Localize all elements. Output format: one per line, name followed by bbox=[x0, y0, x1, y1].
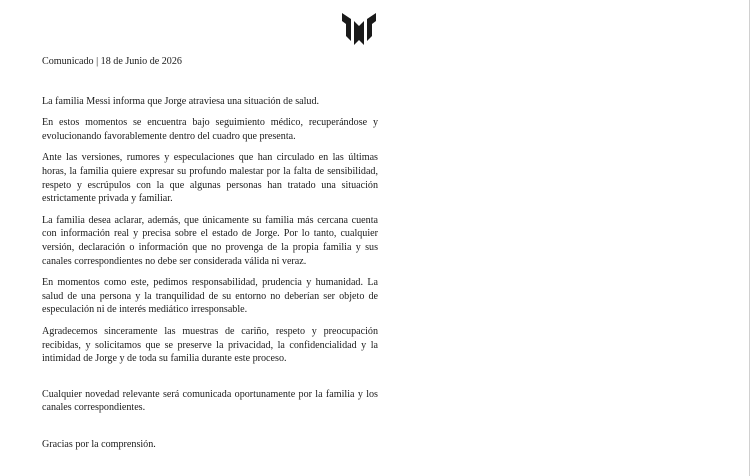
logo-right-stroke bbox=[367, 13, 376, 41]
paragraph-rumors: Ante las versiones, rumores y especulaciones que han circulado en las últimas horas, la familia quiere expresar su profundo malestar por la falta de sensibilidad, respeto y escrúpulos con la que algunas personas han tratado una situación estrictamente privada y familiar. bbox=[42, 152, 378, 205]
logo-center-stroke bbox=[354, 21, 364, 45]
closing-line: Gracias por la comprensión. bbox=[42, 438, 156, 450]
paragraph-intro: La familia Messi informa que Jorge atraviesa una situación de salud. bbox=[42, 95, 320, 107]
press-release bbox=[42, 55, 378, 451]
paragraph-medical-status: En estos momentos se encuentra bajo seguimiento médico, recuperándose y evolucionando favorablemente dentro del cuadro que presenta. bbox=[42, 117, 378, 142]
paragraph-updates: Cualquier novedad relevante será comunicada oportunamente por la familia y los canales correspondientes. bbox=[42, 388, 378, 414]
paragraph-thanks: Agradecemos sinceramente las muestras de cariño, respeto y preocupación recibidas, y solicitamos que se preserve la privacidad, la confidencialidad y la intimidad de Jorge y de toda su familia durante este proceso. bbox=[42, 325, 378, 365]
logo-left-stroke bbox=[342, 13, 351, 41]
paragraph-clarification: La familia desea aclarar, además, que únicamente su familia más cercana cuenta con información real y precisa sobre el estado de Jorge. Por lo tanto, cualquier versión, declaración o información que no provenga de la propia familia y sus canales correspondientes no debe ser considerada válida ni veraz. bbox=[42, 214, 378, 267]
paragraph-responsibility: En momentos como este, pedimos responsabilidad, prudencia y humanidad. La salud de una persona y la tranquilidad de su entorno no deberían ser objeto de especulación ni de interés mediático irresponsable. bbox=[42, 277, 378, 316]
release-header: Comunicado | 18 de Junio de 2026 bbox=[42, 56, 182, 67]
messi-m-logo-icon bbox=[341, 12, 377, 46]
